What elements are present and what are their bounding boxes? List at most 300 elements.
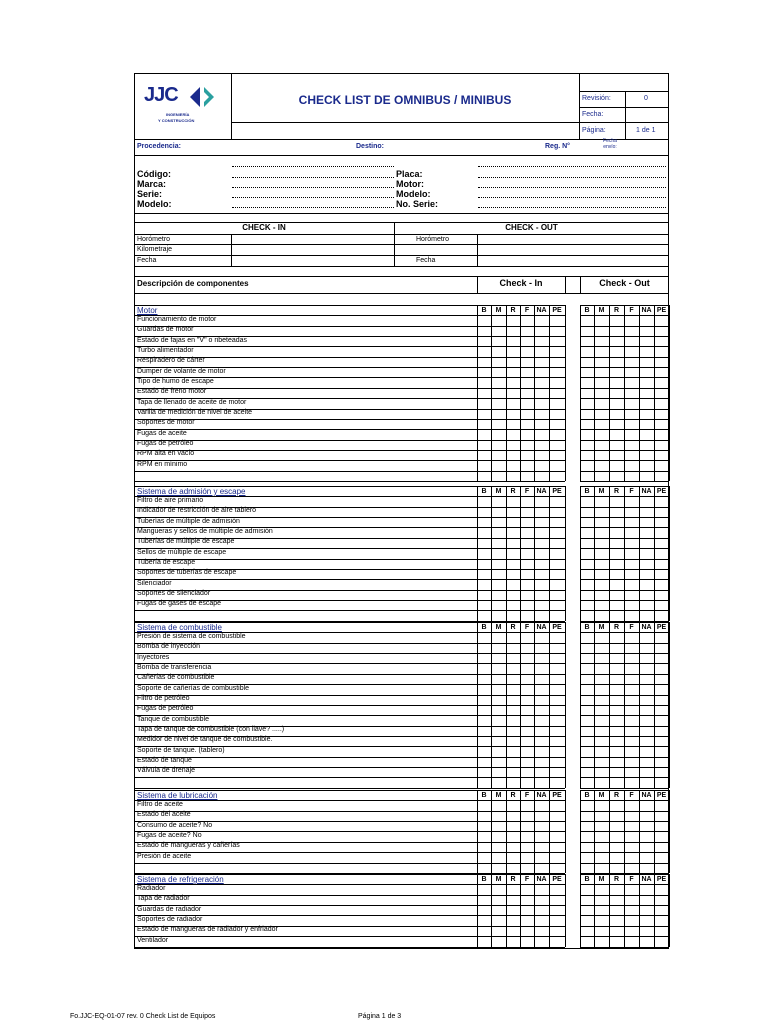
check-out-cell[interactable] [655, 853, 668, 861]
check-in-cell[interactable] [478, 937, 490, 945]
check-in-cell[interactable] [507, 885, 519, 893]
check-out-cell[interactable] [625, 327, 638, 335]
check-in-cell[interactable] [521, 737, 533, 745]
check-in-cell[interactable] [521, 539, 533, 547]
check-in-cell[interactable] [550, 737, 564, 745]
check-in-cell[interactable] [521, 389, 533, 397]
check-out-cell[interactable] [655, 664, 668, 672]
check-in-cell[interactable] [492, 832, 505, 840]
check-in-cell[interactable] [478, 906, 490, 914]
check-in-cell[interactable] [550, 937, 564, 945]
check-out-cell[interactable] [640, 358, 653, 366]
check-in-cell[interactable] [521, 843, 533, 851]
check-in-cell[interactable] [492, 410, 505, 418]
check-in-cell[interactable] [492, 758, 505, 766]
check-in-cell[interactable] [478, 591, 490, 599]
check-in-cell[interactable] [507, 430, 519, 438]
check-out-cell[interactable] [640, 864, 653, 872]
check-in-cell[interactable] [550, 843, 564, 851]
check-out-cell[interactable] [581, 580, 593, 588]
check-out-cell[interactable] [625, 518, 638, 526]
check-out-cell[interactable] [640, 549, 653, 557]
check-out-cell[interactable] [640, 896, 653, 904]
check-out-cell[interactable] [640, 420, 653, 428]
check-in-cell[interactable] [478, 737, 490, 745]
check-out-cell[interactable] [640, 316, 653, 324]
check-out-cell[interactable] [655, 685, 668, 693]
check-in-cell[interactable] [492, 337, 505, 345]
check-out-cell[interactable] [640, 601, 653, 609]
check-in-cell[interactable] [478, 539, 490, 547]
check-in-cell[interactable] [478, 706, 490, 714]
check-out-cell[interactable] [610, 316, 623, 324]
check-in-cell[interactable] [492, 601, 505, 609]
check-in-cell[interactable] [535, 778, 548, 786]
check-out-cell[interactable] [655, 549, 668, 557]
check-in-cell[interactable] [521, 916, 533, 924]
check-out-cell[interactable] [655, 420, 668, 428]
check-in-cell[interactable] [478, 378, 490, 386]
check-out-cell[interactable] [581, 378, 593, 386]
check-in-cell[interactable] [507, 539, 519, 547]
check-out-cell[interactable] [640, 580, 653, 588]
check-out-cell[interactable] [625, 560, 638, 568]
check-out-cell[interactable] [581, 368, 593, 376]
check-in-cell[interactable] [507, 853, 519, 861]
check-out-cell[interactable] [625, 358, 638, 366]
check-in-cell[interactable] [478, 916, 490, 924]
check-in-cell[interactable] [492, 843, 505, 851]
check-in-cell[interactable] [492, 316, 505, 324]
check-in-cell[interactable] [521, 758, 533, 766]
check-in-cell[interactable] [550, 580, 564, 588]
check-out-cell[interactable] [640, 853, 653, 861]
check-in-cell[interactable] [550, 822, 564, 830]
check-in-cell[interactable] [521, 451, 533, 459]
check-in-cell[interactable] [507, 497, 519, 505]
check-out-cell[interactable] [595, 885, 608, 893]
check-out-cell[interactable] [625, 768, 638, 776]
check-out-cell[interactable] [595, 937, 608, 945]
check-in-cell[interactable] [535, 420, 548, 428]
check-in-cell[interactable] [550, 768, 564, 776]
check-in-cell[interactable] [535, 611, 548, 619]
check-out-cell[interactable] [640, 906, 653, 914]
check-in-cell[interactable] [550, 706, 564, 714]
check-out-cell[interactable] [655, 399, 668, 407]
check-in-cell[interactable] [521, 685, 533, 693]
check-out-cell[interactable] [610, 472, 623, 480]
check-in-cell[interactable] [492, 737, 505, 745]
check-in-cell[interactable] [521, 778, 533, 786]
check-in-cell[interactable] [521, 822, 533, 830]
check-out-cell[interactable] [595, 644, 608, 652]
check-in-cell[interactable] [492, 358, 505, 366]
check-out-cell[interactable] [610, 508, 623, 516]
check-in-cell[interactable] [507, 337, 519, 345]
check-out-cell[interactable] [610, 378, 623, 386]
check-in-cell[interactable] [492, 461, 505, 469]
check-out-cell[interactable] [581, 916, 593, 924]
check-in-cell[interactable] [507, 706, 519, 714]
check-out-cell[interactable] [625, 347, 638, 355]
check-in-cell[interactable] [507, 747, 519, 755]
check-in-cell[interactable] [550, 430, 564, 438]
check-in-cell[interactable] [550, 441, 564, 449]
check-in-cell[interactable] [507, 518, 519, 526]
check-out-cell[interactable] [655, 896, 668, 904]
check-out-cell[interactable] [625, 378, 638, 386]
check-out-cell[interactable] [655, 747, 668, 755]
check-in-cell[interactable] [507, 358, 519, 366]
check-in-cell[interactable] [550, 758, 564, 766]
check-in-cell[interactable] [507, 316, 519, 324]
check-out-cell[interactable] [625, 885, 638, 893]
check-in-cell[interactable] [492, 441, 505, 449]
check-out-cell[interactable] [581, 906, 593, 914]
check-in-cell[interactable] [478, 822, 490, 830]
check-in-cell[interactable] [507, 906, 519, 914]
check-out-cell[interactable] [655, 430, 668, 438]
check-in-cell[interactable] [478, 758, 490, 766]
check-in-cell[interactable] [521, 327, 533, 335]
check-out-cell[interactable] [595, 685, 608, 693]
check-in-cell[interactable] [521, 570, 533, 578]
check-in-cell[interactable] [478, 885, 490, 893]
check-out-cell[interactable] [581, 758, 593, 766]
check-in-cell[interactable] [550, 378, 564, 386]
check-out-cell[interactable] [625, 737, 638, 745]
check-out-cell[interactable] [581, 549, 593, 557]
check-out-cell[interactable] [581, 812, 593, 820]
check-out-cell[interactable] [581, 399, 593, 407]
check-in-cell[interactable] [535, 644, 548, 652]
check-in-cell[interactable] [521, 801, 533, 809]
check-in-cell[interactable] [507, 560, 519, 568]
check-out-cell[interactable] [595, 368, 608, 376]
check-out-cell[interactable] [655, 316, 668, 324]
check-out-cell[interactable] [640, 591, 653, 599]
check-in-cell[interactable] [535, 843, 548, 851]
check-out-cell[interactable] [595, 580, 608, 588]
check-out-cell[interactable] [581, 461, 593, 469]
check-in-cell[interactable] [492, 937, 505, 945]
check-in-cell[interactable] [492, 528, 505, 536]
check-out-cell[interactable] [610, 539, 623, 547]
check-in-cell[interactable] [507, 664, 519, 672]
check-out-cell[interactable] [595, 389, 608, 397]
check-in-cell[interactable] [507, 528, 519, 536]
check-in-cell[interactable] [478, 497, 490, 505]
check-out-cell[interactable] [581, 768, 593, 776]
check-in-cell[interactable] [478, 461, 490, 469]
check-out-cell[interactable] [625, 801, 638, 809]
check-out-cell[interactable] [655, 580, 668, 588]
check-in-cell[interactable] [492, 633, 505, 641]
check-in-cell[interactable] [521, 549, 533, 557]
check-in-cell[interactable] [535, 675, 548, 683]
check-in-cell[interactable] [492, 327, 505, 335]
check-in-cell[interactable] [550, 644, 564, 652]
check-out-cell[interactable] [595, 539, 608, 547]
check-out-cell[interactable] [640, 472, 653, 480]
check-out-cell[interactable] [610, 822, 623, 830]
check-in-cell[interactable] [535, 472, 548, 480]
check-in-cell[interactable] [535, 528, 548, 536]
check-out-cell[interactable] [610, 853, 623, 861]
check-out-cell[interactable] [625, 539, 638, 547]
check-out-cell[interactable] [655, 441, 668, 449]
check-in-cell[interactable] [535, 441, 548, 449]
check-in-cell[interactable] [550, 451, 564, 459]
check-out-cell[interactable] [640, 696, 653, 704]
check-out-cell[interactable] [625, 937, 638, 945]
check-in-cell[interactable] [492, 906, 505, 914]
check-out-cell[interactable] [610, 685, 623, 693]
check-out-cell[interactable] [640, 410, 653, 418]
check-out-cell[interactable] [640, 801, 653, 809]
check-in-cell[interactable] [550, 420, 564, 428]
check-out-cell[interactable] [625, 906, 638, 914]
check-in-cell[interactable] [521, 937, 533, 945]
motor-field[interactable] [478, 187, 666, 188]
check-in-cell[interactable] [535, 822, 548, 830]
check-in-cell[interactable] [521, 633, 533, 641]
check-in-cell[interactable] [478, 368, 490, 376]
check-out-cell[interactable] [610, 337, 623, 345]
check-in-cell[interactable] [521, 675, 533, 683]
check-in-cell[interactable] [478, 358, 490, 366]
check-out-cell[interactable] [625, 812, 638, 820]
check-out-cell[interactable] [610, 675, 623, 683]
check-out-cell[interactable] [655, 654, 668, 662]
check-out-cell[interactable] [655, 389, 668, 397]
check-in-cell[interactable] [550, 812, 564, 820]
check-in-cell[interactable] [507, 832, 519, 840]
check-out-cell[interactable] [595, 497, 608, 505]
check-out-cell[interactable] [581, 716, 593, 724]
check-out-cell[interactable] [625, 716, 638, 724]
check-out-cell[interactable] [625, 644, 638, 652]
check-in-cell[interactable] [535, 461, 548, 469]
check-in-cell[interactable] [478, 580, 490, 588]
check-out-cell[interactable] [595, 768, 608, 776]
check-out-cell[interactable] [581, 591, 593, 599]
check-in-cell[interactable] [535, 399, 548, 407]
check-out-cell[interactable] [640, 758, 653, 766]
check-in-cell[interactable] [521, 378, 533, 386]
check-in-cell[interactable] [492, 347, 505, 355]
check-in-cell[interactable] [550, 654, 564, 662]
check-in-cell[interactable] [550, 832, 564, 840]
check-in-cell[interactable] [550, 885, 564, 893]
check-out-cell[interactable] [581, 644, 593, 652]
modelo-field[interactable] [232, 207, 394, 208]
check-in-cell[interactable] [550, 633, 564, 641]
check-out-cell[interactable] [595, 347, 608, 355]
check-out-cell[interactable] [640, 337, 653, 345]
check-in-cell[interactable] [492, 768, 505, 776]
check-in-cell[interactable] [478, 801, 490, 809]
check-out-cell[interactable] [640, 727, 653, 735]
check-out-cell[interactable] [640, 528, 653, 536]
check-out-cell[interactable] [610, 611, 623, 619]
check-out-cell[interactable] [581, 518, 593, 526]
check-out-cell[interactable] [625, 580, 638, 588]
check-out-cell[interactable] [595, 327, 608, 335]
check-in-cell[interactable] [521, 812, 533, 820]
check-out-cell[interactable] [595, 410, 608, 418]
no-serie-field[interactable] [478, 207, 666, 208]
check-out-cell[interactable] [595, 560, 608, 568]
check-in-cell[interactable] [535, 337, 548, 345]
check-in-cell[interactable] [507, 654, 519, 662]
check-in-cell[interactable] [507, 812, 519, 820]
check-in-cell[interactable] [535, 906, 548, 914]
check-in-cell[interactable] [550, 410, 564, 418]
check-out-cell[interactable] [610, 570, 623, 578]
check-out-cell[interactable] [595, 675, 608, 683]
check-out-cell[interactable] [595, 518, 608, 526]
check-in-cell[interactable] [492, 430, 505, 438]
check-in-cell[interactable] [535, 358, 548, 366]
check-out-cell[interactable] [595, 916, 608, 924]
check-out-cell[interactable] [610, 518, 623, 526]
check-in-cell[interactable] [507, 896, 519, 904]
check-out-cell[interactable] [581, 885, 593, 893]
check-out-cell[interactable] [581, 864, 593, 872]
check-in-cell[interactable] [535, 685, 548, 693]
check-out-cell[interactable] [610, 896, 623, 904]
check-in-cell[interactable] [521, 832, 533, 840]
check-out-cell[interactable] [610, 430, 623, 438]
check-in-cell[interactable] [492, 560, 505, 568]
check-in-cell[interactable] [492, 378, 505, 386]
check-out-cell[interactable] [655, 378, 668, 386]
check-out-cell[interactable] [595, 337, 608, 345]
check-in-cell[interactable] [478, 927, 490, 935]
check-out-cell[interactable] [625, 727, 638, 735]
check-out-cell[interactable] [625, 461, 638, 469]
check-out-cell[interactable] [625, 549, 638, 557]
check-in-cell[interactable] [507, 368, 519, 376]
check-in-cell[interactable] [492, 518, 505, 526]
check-in-cell[interactable] [521, 441, 533, 449]
check-out-cell[interactable] [655, 327, 668, 335]
check-in-cell[interactable] [550, 685, 564, 693]
check-in-cell[interactable] [521, 927, 533, 935]
check-out-cell[interactable] [581, 327, 593, 335]
check-out-cell[interactable] [610, 451, 623, 459]
check-out-cell[interactable] [581, 896, 593, 904]
check-out-cell[interactable] [625, 853, 638, 861]
check-in-cell[interactable] [521, 747, 533, 755]
check-out-cell[interactable] [640, 885, 653, 893]
check-out-cell[interactable] [595, 843, 608, 851]
check-in-cell[interactable] [535, 497, 548, 505]
check-in-cell[interactable] [492, 675, 505, 683]
check-out-cell[interactable] [581, 822, 593, 830]
check-out-cell[interactable] [595, 801, 608, 809]
check-in-cell[interactable] [492, 539, 505, 547]
check-in-cell[interactable] [492, 497, 505, 505]
check-in-cell[interactable] [478, 451, 490, 459]
check-in-cell[interactable] [507, 864, 519, 872]
check-in-cell[interactable] [478, 696, 490, 704]
check-in-cell[interactable] [507, 389, 519, 397]
check-out-cell[interactable] [595, 727, 608, 735]
check-out-cell[interactable] [655, 864, 668, 872]
check-out-cell[interactable] [625, 747, 638, 755]
check-in-cell[interactable] [507, 580, 519, 588]
check-in-cell[interactable] [507, 591, 519, 599]
check-in-cell[interactable] [507, 716, 519, 724]
check-in-cell[interactable] [492, 654, 505, 662]
check-in-cell[interactable] [550, 696, 564, 704]
check-out-cell[interactable] [655, 812, 668, 820]
check-out-cell[interactable] [655, 591, 668, 599]
check-out-cell[interactable] [640, 675, 653, 683]
check-in-cell[interactable] [550, 528, 564, 536]
check-out-cell[interactable] [581, 497, 593, 505]
check-out-cell[interactable] [640, 611, 653, 619]
check-in-cell[interactable] [492, 399, 505, 407]
check-in-cell[interactable] [535, 378, 548, 386]
check-out-cell[interactable] [581, 441, 593, 449]
check-out-cell[interactable] [640, 916, 653, 924]
check-out-cell[interactable] [581, 832, 593, 840]
marca-field[interactable] [232, 187, 394, 188]
check-in-cell[interactable] [521, 399, 533, 407]
check-in-cell[interactable] [478, 327, 490, 335]
check-in-cell[interactable] [492, 549, 505, 557]
check-out-cell[interactable] [595, 430, 608, 438]
check-out-cell[interactable] [595, 654, 608, 662]
check-in-cell[interactable] [478, 508, 490, 516]
check-in-cell[interactable] [492, 472, 505, 480]
check-out-cell[interactable] [655, 560, 668, 568]
check-out-cell[interactable] [640, 389, 653, 397]
check-out-cell[interactable] [581, 451, 593, 459]
check-in-cell[interactable] [535, 812, 548, 820]
check-out-cell[interactable] [640, 937, 653, 945]
check-in-cell[interactable] [535, 316, 548, 324]
check-in-cell[interactable] [492, 747, 505, 755]
check-out-cell[interactable] [625, 601, 638, 609]
check-out-cell[interactable] [655, 601, 668, 609]
check-out-cell[interactable] [655, 497, 668, 505]
check-out-cell[interactable] [625, 472, 638, 480]
check-out-cell[interactable] [625, 864, 638, 872]
check-in-cell[interactable] [521, 472, 533, 480]
check-out-cell[interactable] [595, 378, 608, 386]
check-in-cell[interactable] [521, 508, 533, 516]
check-out-cell[interactable] [655, 758, 668, 766]
check-in-cell[interactable] [478, 430, 490, 438]
placa-field[interactable] [478, 166, 666, 167]
check-out-cell[interactable] [595, 822, 608, 830]
check-out-cell[interactable] [655, 801, 668, 809]
check-out-cell[interactable] [625, 675, 638, 683]
check-out-cell[interactable] [595, 441, 608, 449]
check-in-cell[interactable] [478, 399, 490, 407]
check-out-cell[interactable] [640, 644, 653, 652]
check-out-cell[interactable] [610, 737, 623, 745]
check-in-cell[interactable] [478, 716, 490, 724]
check-in-cell[interactable] [535, 549, 548, 557]
check-out-cell[interactable] [655, 675, 668, 683]
check-in-cell[interactable] [492, 885, 505, 893]
